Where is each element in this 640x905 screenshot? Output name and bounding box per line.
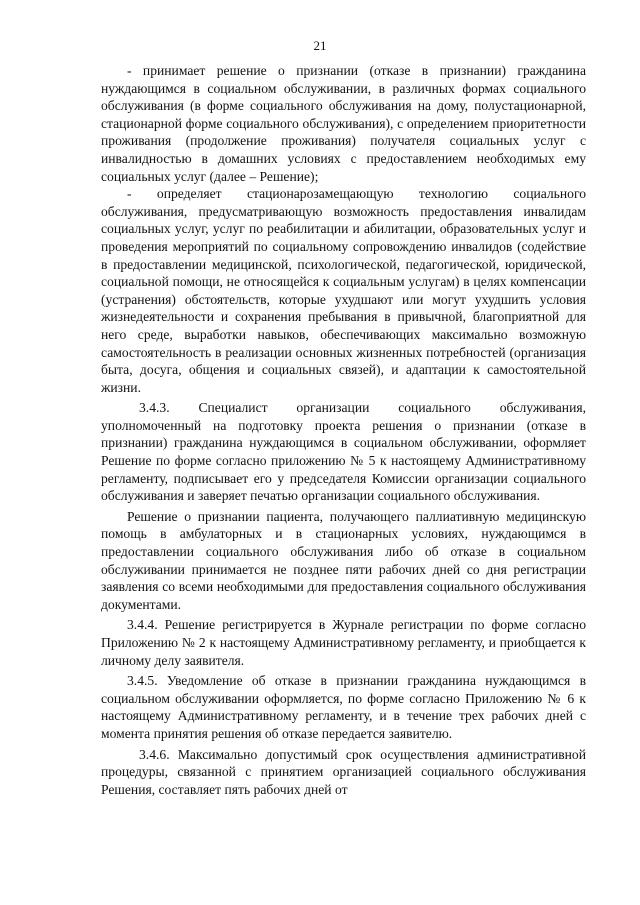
- document-body: [101, 62, 586, 798]
- paragraph-3-4-5: 3.4.5. Уведомление об отказе в признании гражданина нуждающимся в социальном обслуживании оформляется, по форме согласно Приложению № 6 к настоящему Административному регламенту, и в течение трех рабочих дней с момента принятия решения об отказе передается заявителю.: [101, 673, 586, 741]
- page-number: 21: [313, 38, 327, 53]
- paragraph-palliative-decision: Решение о признании пациента, получающего паллиативную медицинскую помощь в амбулаторных и в стационарных условиях, нуждающимся в предоставлении социального обслуживания либо об отказе в социальном обслуживании принимается не позднее пяти рабочих дней со дня регистрации заявления со всеми необходимыми для предоставления социального обслуживания документами.: [101, 508, 586, 612]
- paragraph-decision-item: - принимает решение о признании (отказе в признании) гражданина нуждающимся в социальном обслуживании, в различных формах социального обслуживания (в форме социального обслуживания на дому, полустационарной, стационарной форме социального обслуживания), с определением приоритетности проживания (продолжение проживания) получателя социальных услуг с инвалидностью в домашних условиях с предоставлением необходимых ему социальных услуг (далее – Решение);: [101, 63, 586, 184]
- paragraph-3-4-3: 3.4.3. Специалист организации социального обслуживания, уполномоченный на подготовку проекта решения о признании (отказе в признании) гражданина нуждающимся в социальном обслуживании, оформляет Решение по форме согласно приложению № 5 к настоящему Административному регламенту, подписывает его у председателя Комиссии организации социального обслуживания и заверяет печатью организации социального обслуживания.: [101, 400, 586, 504]
- paragraph-3-4-6: 3.4.6. Максимально допустимый срок осуществления административной процедуры, связанной с принятием организацией социального обслуживания Решения, составляет пять рабочих дней от: [101, 746, 586, 797]
- paragraph-3-4-4: 3.4.4. Решение регистрируется в Журнале регистрации по форме согласно Приложению № 2 к настоящему Административному регламенту, и приобщается к личному делу заявителя.: [101, 617, 586, 668]
- paragraph-technology-item: - определяет стационарозамещающую технологию социального обслуживания, предусматривающую возможность предоставления инвалидам социальных услуг, услуг по реабилитации и абилитации, образовательных услуг и проведения мероприятий по социальному сопровождению инвалидов (содействие в предоставлении медицинской, психологической, педагогической, юридической, социальной помощи, не относящейся к социальным услугам) в целях компенсации (устранения) обстоятельств, которые ухудшают или могут ухудшить условия жизнедеятельности и сохранения пребывания в привычной, благоприятной для него среде, выработки навыков, обеспечивающих максимально возможную самостоятельность в реализации основных жизненных потребностей (организация быта, досуга, общения и социальных связей), и адаптации к самостоятельной жизни.: [101, 186, 586, 395]
